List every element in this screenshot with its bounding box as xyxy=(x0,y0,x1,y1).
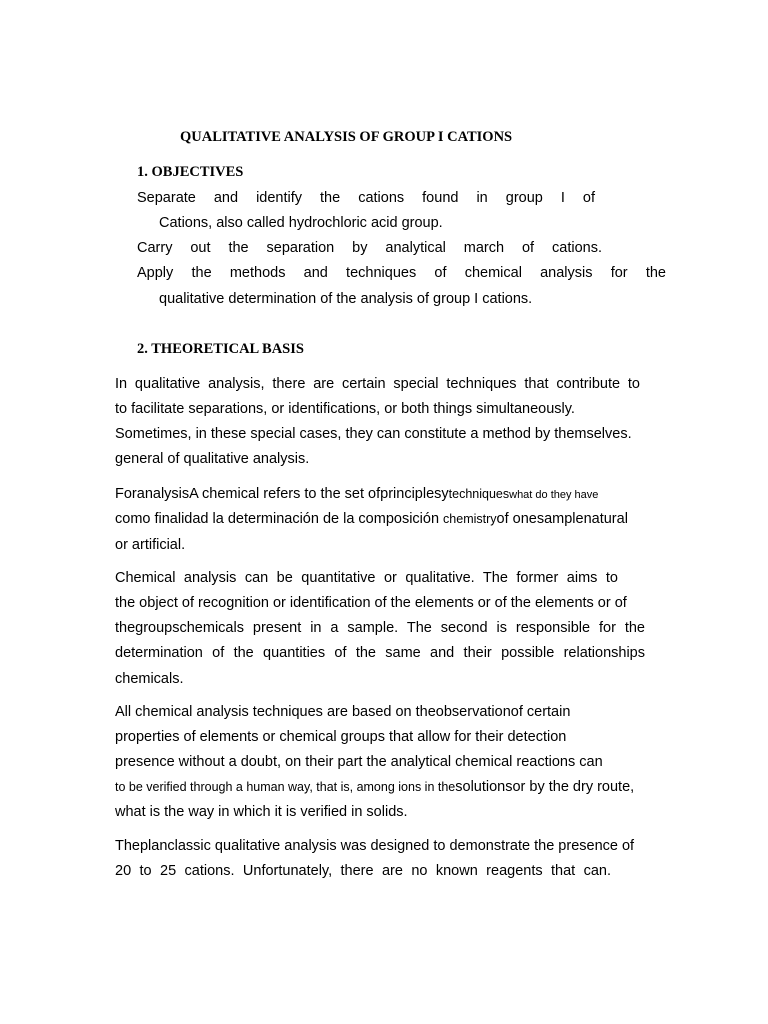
paragraph-4-line-4-part-a: to be verified through a human way, that is, among ions in the xyxy=(115,780,456,794)
paragraph-2-line-3: or artificial. xyxy=(115,537,186,553)
paragraph-3-line-4: determination of the quantities of the same and their possible relationships xyxy=(115,645,645,661)
objective-3-line-2: qualitative determination of the analysis of group I cations. xyxy=(159,291,533,307)
paragraph-1-line-1: In qualitative analysis, there are certain special techniques that contribute to xyxy=(115,376,640,392)
paragraph-1-line-3: Sometimes, in these special cases, they can constitute a method by themselves. xyxy=(115,426,632,442)
objective-3-line-1: Apply the methods and techniques of chemical analysis for the xyxy=(137,265,666,281)
paragraph-5-line-1: Theplanclassic qualitative analysis was designed to demonstrate the presence of xyxy=(115,838,635,854)
paragraph-4-line-3: presence without a doubt, on their part the analytical chemical reactions can xyxy=(115,754,603,770)
paragraph-1-line-2: to facilitate separations, or identifications, or both things simultaneously. xyxy=(115,401,575,417)
paragraph-4-line-5: what is the way in which it is verified in solids. xyxy=(115,804,408,820)
paragraph-2-line-1-part-c: what do they have xyxy=(509,489,599,501)
paragraph-2-line-2-part-c: of onesamplenatural xyxy=(496,511,628,527)
paragraph-2-line-1-part-b: techniques xyxy=(448,487,510,501)
objective-2-line-1: Carry out the separation by analytical march of cations. xyxy=(137,240,602,256)
paragraph-4-line-4-part-b: solutionsor by the dry route, xyxy=(455,779,635,795)
paragraph-4-line-4 xyxy=(115,778,634,796)
paragraph-4-line-1: All chemical analysis techniques are based on theobservationof certain xyxy=(115,704,571,720)
paragraph-2-line-2-part-b: chemistry xyxy=(443,512,497,526)
paragraph-4-line-2: properties of elements or chemical groups that allow for their detection xyxy=(115,729,567,745)
objective-1-line-1: Separate and identify the cations found in group I of xyxy=(137,190,595,206)
paragraph-5-line-2: 20 to 25 cations. Unfortunately, there are no known reagents that can. xyxy=(115,863,611,879)
paragraph-1-line-4: general of qualitative analysis. xyxy=(115,451,310,467)
paragraph-3-line-2: the object of recognition or identification of the elements or of the elements or of xyxy=(115,595,627,611)
paragraph-2-line-1-part-a: ForanalysisA chemical refers to the set ofprinciplesy xyxy=(115,486,449,502)
section-heading-objectives: 1. OBJECTIVES xyxy=(137,164,244,180)
page-title: QUALITATIVE ANALYSIS OF GROUP I CATIONS xyxy=(180,129,513,145)
paragraph-3-line-3: thegroupschemicals present in a sample. The second is responsible for the xyxy=(115,620,645,636)
objective-1-line-2: Cations, also called hydrochloric acid group. xyxy=(159,215,443,231)
paragraph-2-line-2 xyxy=(115,510,628,528)
paragraph-2-line-2-part-a: como finalidad la determinación de la composición xyxy=(115,511,444,527)
section-heading-theoretical-basis: 2. THEORETICAL BASIS xyxy=(137,341,304,357)
paragraph-2-line-1 xyxy=(115,485,638,504)
paragraph-3-line-1: Chemical analysis can be quantitative or qualitative. The former aims to xyxy=(115,570,618,586)
paragraph-3-line-5: chemicals. xyxy=(115,671,184,687)
